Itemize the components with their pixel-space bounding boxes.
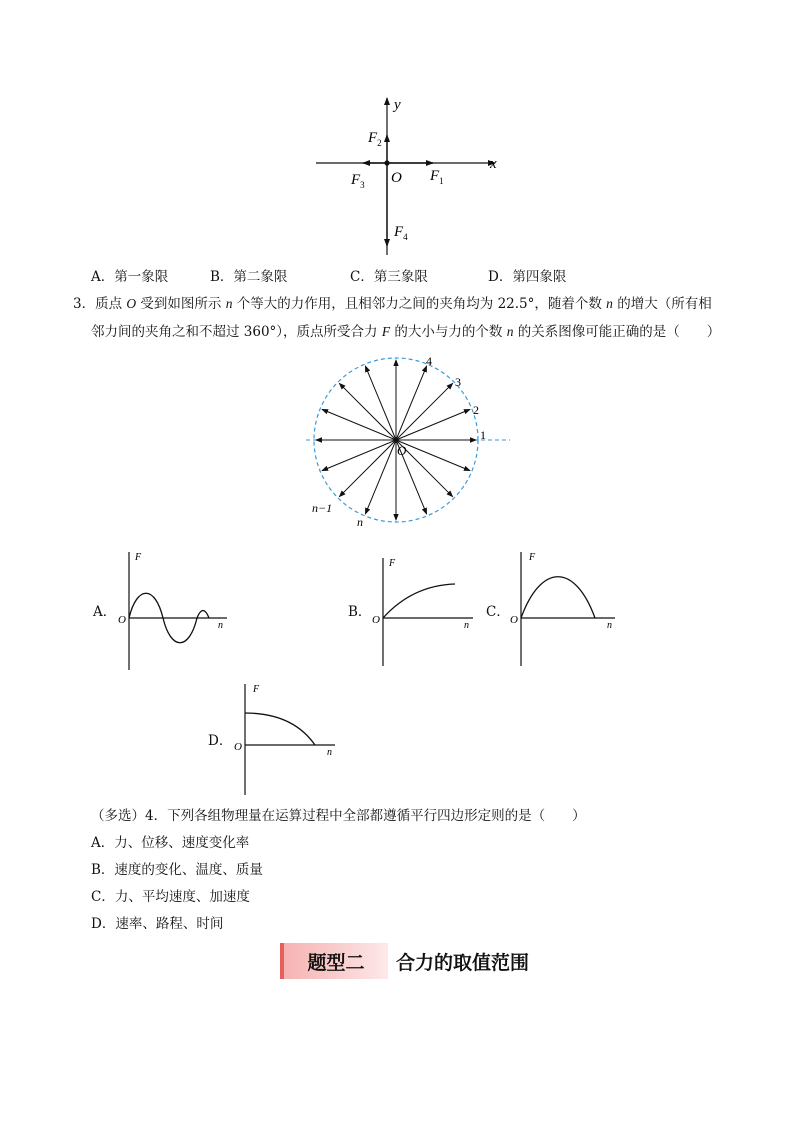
origin-point bbox=[384, 160, 389, 165]
force-f3-label: $F_3$ bbox=[351, 172, 365, 190]
q3-text: 受到如图所示 bbox=[136, 296, 226, 312]
q4-stem: （多选）4．下列各组物理量在运算过程中全部都遵循平行四边形定则的是（ ） bbox=[91, 808, 586, 824]
force-f4-label: $F_4$ bbox=[394, 224, 408, 242]
section-header bbox=[280, 943, 529, 979]
q4-option-c: C．力、平均速度、加速度 bbox=[91, 889, 250, 905]
graph-b-origin: O bbox=[372, 614, 380, 626]
force-label-n-minus-1: n−1 bbox=[312, 501, 333, 515]
force-label-1: 1 bbox=[480, 428, 486, 442]
q3-text: 邻力间的夹角之和不超过 360°），质点所受合力 bbox=[91, 324, 382, 340]
q3-var-n: n bbox=[606, 296, 613, 311]
graph-c-option: C． bbox=[486, 604, 510, 620]
origin-label: O bbox=[391, 170, 402, 186]
force-arrows bbox=[316, 360, 476, 520]
q4-option-a: A．力、位移、速度变化率 bbox=[91, 835, 250, 851]
force-arrow bbox=[396, 383, 453, 440]
graph-b-y-label: F bbox=[389, 558, 396, 569]
graph-c bbox=[507, 548, 622, 670]
x-axis-label: x bbox=[490, 156, 497, 172]
q3-text: 个等大的力作用，且相邻力之间的夹角均为 22.5°，随着个数 bbox=[232, 296, 607, 312]
graph-b-curve bbox=[383, 584, 455, 618]
graph-b-option: B． bbox=[348, 604, 372, 620]
force-arrow bbox=[339, 440, 396, 497]
force-f1-label: $F_1$ bbox=[430, 168, 444, 186]
section-title: 合力的取值范围 bbox=[396, 951, 530, 974]
graph-c-origin: O bbox=[510, 614, 518, 626]
q2-option-a: A．第一象限 bbox=[91, 269, 169, 285]
graph-b-x-label: n bbox=[464, 620, 469, 631]
force-label-4: 4 bbox=[426, 354, 432, 368]
q3-stem-line-2 bbox=[91, 322, 720, 342]
graph-c-y-label: F bbox=[529, 552, 536, 563]
q3-var-f: F bbox=[381, 324, 391, 339]
graph-d-curve bbox=[245, 713, 315, 745]
force-f2-label: $F_2$ bbox=[368, 130, 382, 148]
graph-d-x-label: n bbox=[327, 747, 332, 758]
force-label-3: 3 bbox=[455, 375, 461, 389]
graph-a bbox=[115, 548, 230, 673]
circle-origin-label: O bbox=[397, 443, 407, 458]
q3-number: 3． bbox=[73, 296, 96, 312]
q4-option-b: B．速度的变化、温度、质量 bbox=[91, 862, 263, 878]
q2-option-c: C．第三象限 bbox=[350, 269, 428, 285]
q2-option-b: B．第二象限 bbox=[210, 269, 288, 285]
graph-c-x-label: n bbox=[607, 620, 612, 631]
force-arrow bbox=[339, 383, 396, 440]
graph-a-y-label: F bbox=[135, 552, 142, 563]
force-label-2: 2 bbox=[473, 403, 479, 417]
graph-a-origin: O bbox=[118, 614, 126, 626]
q3-var-o: O bbox=[126, 296, 137, 311]
graph-d bbox=[231, 680, 346, 798]
q4-option-d: D．速率、路程、时间 bbox=[91, 916, 224, 932]
y-axis-label: y bbox=[394, 97, 401, 113]
q3-text: 的增大（所有相 bbox=[612, 296, 712, 312]
graph-d-option: D． bbox=[208, 733, 233, 749]
graph-c-curve bbox=[521, 577, 595, 618]
q3-var-n: n bbox=[506, 324, 514, 339]
graph-a-x-label: n bbox=[218, 620, 223, 631]
q3-force-circle-diagram bbox=[300, 352, 520, 532]
q3-text: 的大小与力的个数 bbox=[390, 324, 507, 340]
q2-force-diagram bbox=[300, 90, 520, 260]
q3-text: 的关系图像可能正确的是（ ） bbox=[513, 324, 721, 340]
q3-stem-line-1 bbox=[73, 294, 712, 314]
q3-text: 质点 bbox=[95, 296, 127, 312]
force-label-n: n bbox=[357, 515, 363, 529]
graph-d-origin: O bbox=[234, 741, 242, 753]
q2-option-d: D．第四象限 bbox=[488, 269, 567, 285]
q3-var-n: n bbox=[225, 296, 233, 311]
section-tag: 题型二 bbox=[280, 943, 388, 979]
graph-a-option: A． bbox=[93, 604, 117, 620]
graph-b bbox=[369, 554, 479, 669]
graph-d-y-label: F bbox=[253, 684, 260, 695]
